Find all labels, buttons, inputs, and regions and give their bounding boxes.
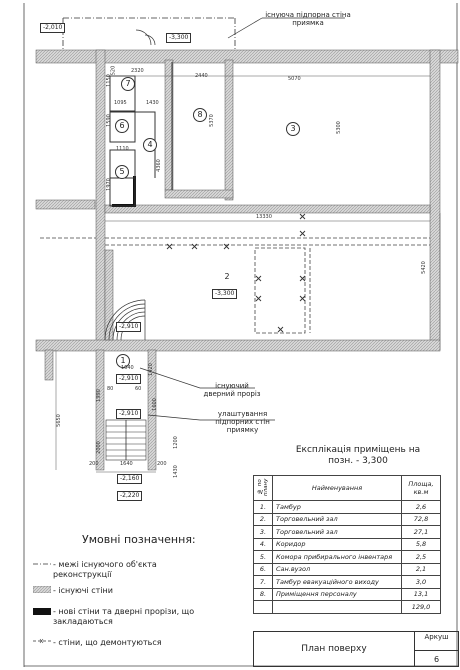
dimension: 13330 [256,214,272,220]
callout-existing-retaining-wall: існуюча підпорна стіна приямка [265,11,351,28]
level-mark: -3,300 [212,289,237,299]
header-name: Найменування [273,476,402,501]
dimension: 5650 [55,414,62,427]
dimension: 1990 [95,389,102,402]
dimension: 2000 [95,441,102,454]
demolition-marks [167,214,305,332]
dimension: 5070 [288,76,301,82]
dimension: 1640 [121,365,134,371]
dimension: 1430 [172,465,179,478]
dimension: 520 [110,65,117,76]
dimension: 1420 [147,363,154,376]
stair-straight [106,420,146,460]
table-row: 6. Сан.вузол 2,1 [254,563,441,576]
total-area: 129,0 [402,601,441,614]
room-number: 1 [116,354,130,368]
dashed-line-icon [33,638,51,645]
dimension: 2320 [131,68,144,74]
room-number: 7 [121,77,135,91]
table-row: 2. Торговельний зал 72,8 [254,513,441,526]
hatched-wall-icon [33,586,51,593]
dimension: 1970 [105,178,112,191]
dimension: 1590 [105,114,112,127]
dimension: 1430 [146,100,159,106]
callout-retaining-walls: улаштування підпорних стін приямку [215,410,270,435]
room-number: 2 [221,271,233,283]
explication-table [253,475,441,614]
room-number: 6 [115,119,129,133]
table-row: 3. Торговельний зал 27,1 [254,526,441,539]
room-number: 5 [115,165,129,179]
existing-walls [36,50,458,470]
level-mark: -3,300 [166,33,191,43]
existing-boundary [63,18,235,52]
table-row: 7. Тамбур евакуаційного виходу 3,0 [254,576,441,589]
level-mark: -2,220 [117,491,142,501]
level-mark: -2,160 [117,474,142,484]
dimension: 1150 [105,74,112,87]
level-mark: -2,010 [40,23,65,33]
room-number: 8 [193,108,207,122]
level-mark: -2,910 [116,409,141,419]
door-swings [136,30,155,45]
dimension: 60 [135,386,142,392]
dimension: 1600 [151,398,158,411]
title-block-title: План поверху [254,632,415,666]
dimension: 4360 [155,159,162,172]
sheet-number: 6 [415,650,458,664]
drawing-sheet: існуюча підпорна стіна приямка існуючий дверний проріз улаштування підпорних стін приямку -2,010 -3,300 -3,300 -2,910 -2,910 -2,910 -2,160 -2,220 1 2 3 4 5 6 7 8 2320 2440 5070 1095 1430 1110 1150 1590 1970 4360 5370 5300 5420 13330 1640 1420 1990 2000 5650 1600 1200 1430 200 1640 200 80 60 520 Експлікація приміщень на позн. - 3,300 № по плану Найменування Площа, кв.м 1. Тамбур 2,6 2. Торговельний зал 72,8 3. Торговельний зал 27,1 4. Коридор 5,8 5. Комора прибирального інвентаря 2,5 6. Сан.вузол 2,1 7. Тамбур евакуаційного виходу 3,0 8. Приміщення персоналу 13,1 129,0 Умовні позначення: - межі існуючого об'єкта реконструкції - існуючі стіни - нові стіни та дверні прорізи, що закладаються - стіни, що демонтуються План поверху Аркуш 6 [0,0,460,670]
dimension: 1200 [172,436,179,449]
table-total-row [254,601,441,614]
dash-dot-line-icon [33,561,51,567]
legend-title: Умовні позначення: [82,533,196,546]
partitions [110,62,172,206]
level-mark: -2,910 [116,374,141,384]
table-row: 5. Комора прибирального інвентаря 2,5 [254,551,441,564]
callout-existing-door-opening: існуючий дверний проріз [203,382,261,399]
sheet-label: Аркуш [424,633,449,641]
new-walls [112,176,136,207]
dimension: 1110 [116,146,129,152]
title-block [253,631,459,667]
dimension: 5370 [208,114,215,127]
table-row: 4. Коридор 5,8 [254,538,441,551]
solid-wall-icon [33,608,51,615]
room-number: 3 [286,122,300,136]
header-area: Площа, кв.м [402,476,441,501]
dimension: 5420 [420,261,427,274]
dimension: 200 [89,461,99,467]
dimension: 200 [157,461,167,467]
room-number: 4 [143,138,157,152]
table-header-row [254,476,441,501]
dimension: 80 [107,386,114,392]
table-row: 1. Тамбур 2,6 [254,501,441,514]
explication-title: Експлікація приміщень на позн. - 3,300 [295,445,421,467]
header-no: № по плану [254,476,273,501]
level-mark: -2,910 [116,322,141,332]
dimension: 1095 [114,100,127,106]
dimension: 2440 [195,73,208,79]
dimension: 1640 [120,461,133,467]
table-row: 8. Приміщення персоналу 13,1 [254,588,441,601]
dimension: 5300 [335,121,342,134]
